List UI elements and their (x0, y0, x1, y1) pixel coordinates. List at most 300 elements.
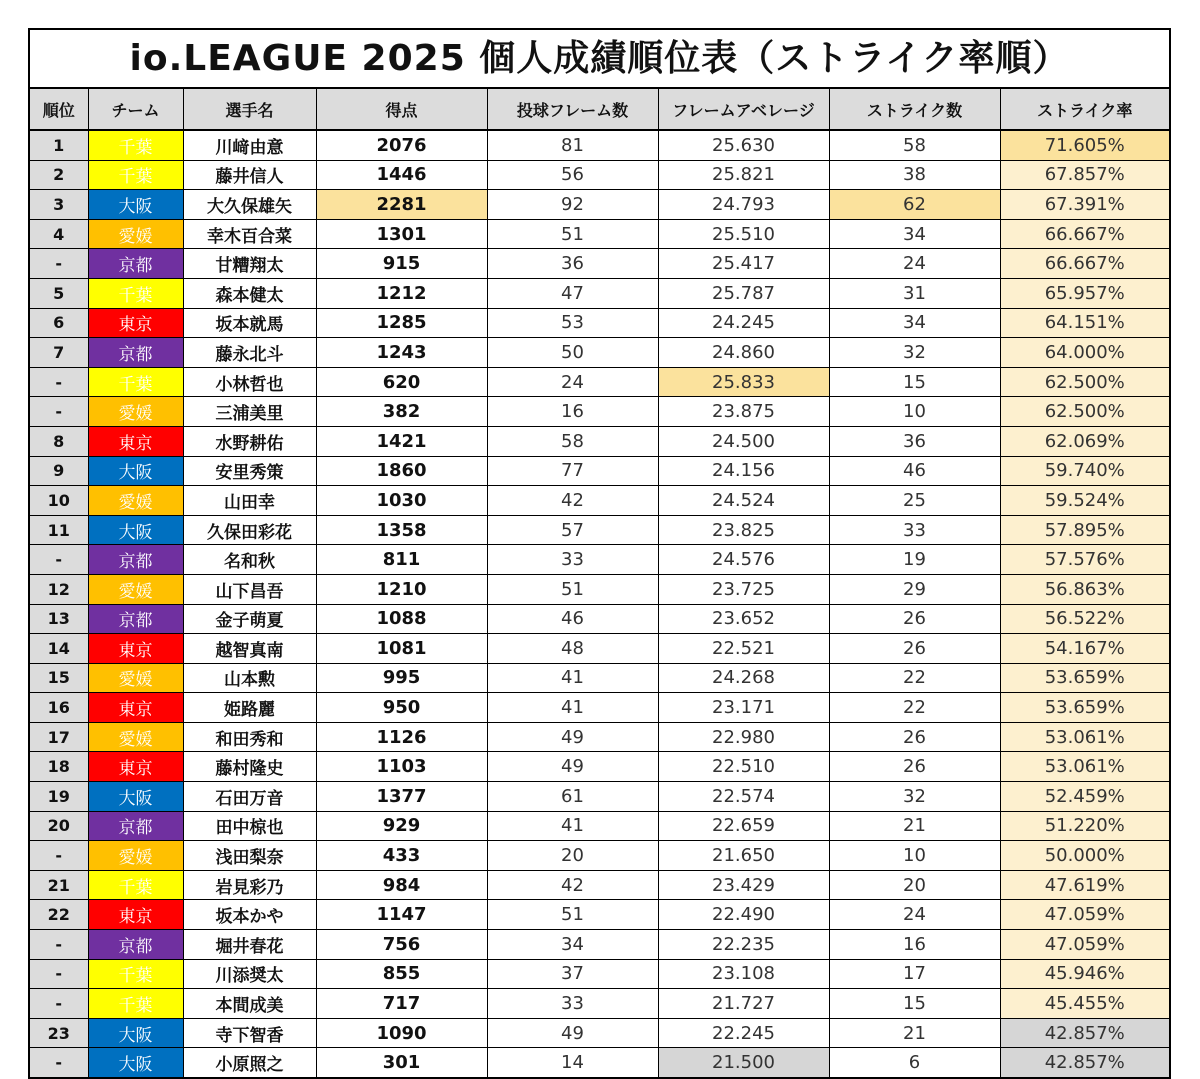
header-rank[interactable]: 順位 (30, 89, 88, 130)
table-row (30, 811, 1169, 841)
strikes-cell: 22 (829, 663, 1000, 693)
frame-average-cell: 25.510 (658, 219, 829, 249)
rank-cell: 1 (30, 130, 88, 160)
frame-average-cell: 24.156 (658, 456, 829, 486)
team-cell: 大阪 (88, 1048, 183, 1077)
table-row (30, 338, 1169, 368)
player-name-cell: 坂本かや (183, 900, 316, 930)
strike-rate-cell: 65.957% (1000, 278, 1169, 308)
score-cell: 717 (316, 989, 487, 1019)
frame-average-cell: 24.268 (658, 663, 829, 693)
player-name-cell: 小原照之 (183, 1048, 316, 1077)
rank-cell: 5 (30, 278, 88, 308)
rank-cell: - (30, 1048, 88, 1077)
strike-rate-cell: 47.619% (1000, 870, 1169, 900)
score-cell: 756 (316, 930, 487, 960)
strikes-cell: 36 (829, 426, 1000, 456)
player-name-cell: 大久保雄矢 (183, 190, 316, 220)
header-strikes[interactable]: ストライク数 (829, 89, 1000, 130)
strike-rate-cell: 62.500% (1000, 397, 1169, 427)
header-score[interactable]: 得点 (316, 89, 487, 130)
team-cell: 愛媛 (88, 722, 183, 752)
score-cell: 382 (316, 397, 487, 427)
ranking-sheet (28, 28, 1171, 1079)
score-cell: 1090 (316, 1018, 487, 1048)
strikes-cell: 62 (829, 190, 1000, 220)
frame-average-cell: 24.245 (658, 308, 829, 338)
score-cell: 984 (316, 870, 487, 900)
team-cell: 京都 (88, 604, 183, 634)
strikes-cell: 26 (829, 752, 1000, 782)
strikes-cell: 22 (829, 693, 1000, 723)
header-row (30, 89, 1169, 130)
score-cell: 1421 (316, 426, 487, 456)
table-row (30, 930, 1169, 960)
player-name-cell: 浅田梨奈 (183, 841, 316, 871)
strike-rate-cell: 52.459% (1000, 782, 1169, 812)
table-row (30, 397, 1169, 427)
strikes-cell: 29 (829, 574, 1000, 604)
rank-cell: 10 (30, 486, 88, 516)
strike-rate-cell: 56.863% (1000, 574, 1169, 604)
frames-cell: 47 (487, 278, 658, 308)
frame-average-cell: 24.576 (658, 545, 829, 575)
team-cell: 京都 (88, 811, 183, 841)
score-cell: 929 (316, 811, 487, 841)
team-cell: 愛媛 (88, 486, 183, 516)
player-name-cell: 藤永北斗 (183, 338, 316, 368)
strike-rate-cell: 53.659% (1000, 693, 1169, 723)
score-cell: 433 (316, 841, 487, 871)
rank-cell: 21 (30, 870, 88, 900)
player-name-cell: 越智真南 (183, 634, 316, 664)
table-row (30, 782, 1169, 812)
team-cell: 千葉 (88, 160, 183, 190)
frames-cell: 46 (487, 604, 658, 634)
strikes-cell: 26 (829, 722, 1000, 752)
frames-cell: 48 (487, 634, 658, 664)
player-name-cell: 山本勲 (183, 663, 316, 693)
frame-average-cell: 24.500 (658, 426, 829, 456)
strikes-cell: 10 (829, 841, 1000, 871)
rank-cell: 4 (30, 219, 88, 249)
rank-cell: 14 (30, 634, 88, 664)
strikes-cell: 25 (829, 486, 1000, 516)
team-cell: 京都 (88, 930, 183, 960)
player-name-cell: 安里秀策 (183, 456, 316, 486)
table-row (30, 900, 1169, 930)
score-cell: 811 (316, 545, 487, 575)
team-cell: 東京 (88, 426, 183, 456)
strike-rate-cell: 66.667% (1000, 249, 1169, 279)
strikes-cell: 26 (829, 604, 1000, 634)
frame-average-cell: 23.825 (658, 515, 829, 545)
rank-cell: 22 (30, 900, 88, 930)
frames-cell: 51 (487, 900, 658, 930)
header-frames[interactable]: 投球フレーム数 (487, 89, 658, 130)
team-cell: 京都 (88, 249, 183, 279)
strike-rate-cell: 54.167% (1000, 634, 1169, 664)
player-name-cell: 堀井春花 (183, 930, 316, 960)
score-cell: 1358 (316, 515, 487, 545)
frames-cell: 36 (487, 249, 658, 279)
frame-average-cell: 23.652 (658, 604, 829, 634)
table-row (30, 574, 1169, 604)
score-cell: 855 (316, 959, 487, 989)
table-row (30, 1048, 1169, 1077)
frame-average-cell: 23.108 (658, 959, 829, 989)
frames-cell: 20 (487, 841, 658, 871)
frames-cell: 50 (487, 338, 658, 368)
team-cell: 千葉 (88, 959, 183, 989)
frames-cell: 49 (487, 1018, 658, 1048)
frames-cell: 58 (487, 426, 658, 456)
strike-rate-cell: 45.946% (1000, 959, 1169, 989)
frame-average-cell: 23.875 (658, 397, 829, 427)
rank-cell: - (30, 989, 88, 1019)
table-row (30, 486, 1169, 516)
table-row (30, 426, 1169, 456)
player-name-cell: 甘糟翔太 (183, 249, 316, 279)
rank-cell: - (30, 545, 88, 575)
frames-cell: 53 (487, 308, 658, 338)
strike-rate-cell: 42.857% (1000, 1048, 1169, 1077)
score-cell: 2281 (316, 190, 487, 220)
frame-average-cell: 21.650 (658, 841, 829, 871)
frames-cell: 37 (487, 959, 658, 989)
strike-rate-cell: 47.059% (1000, 900, 1169, 930)
rank-cell: 3 (30, 190, 88, 220)
strike-rate-cell: 62.069% (1000, 426, 1169, 456)
header-strike-rate[interactable]: ストライク率 (1000, 89, 1169, 130)
frames-cell: 14 (487, 1048, 658, 1077)
team-cell: 東京 (88, 693, 183, 723)
player-name-cell: 水野耕佑 (183, 426, 316, 456)
team-cell: 東京 (88, 634, 183, 664)
header-player-name[interactable]: 選手名 (183, 89, 316, 130)
strike-rate-cell: 53.659% (1000, 663, 1169, 693)
player-name-cell: 久保田彩花 (183, 515, 316, 545)
strikes-cell: 46 (829, 456, 1000, 486)
rank-cell: 19 (30, 782, 88, 812)
table-row (30, 989, 1169, 1019)
table-row (30, 752, 1169, 782)
player-name-cell: 本間成美 (183, 989, 316, 1019)
frames-cell: 57 (487, 515, 658, 545)
frame-average-cell: 23.725 (658, 574, 829, 604)
rank-cell: 2 (30, 160, 88, 190)
score-cell: 1860 (316, 456, 487, 486)
table-row (30, 130, 1169, 160)
player-name-cell: 川添奨太 (183, 959, 316, 989)
strike-rate-cell: 64.000% (1000, 338, 1169, 368)
strikes-cell: 33 (829, 515, 1000, 545)
rank-cell: 18 (30, 752, 88, 782)
strikes-cell: 26 (829, 634, 1000, 664)
player-name-cell: 藤井信人 (183, 160, 316, 190)
team-cell: 愛媛 (88, 219, 183, 249)
strike-rate-cell: 67.391% (1000, 190, 1169, 220)
team-cell: 愛媛 (88, 663, 183, 693)
score-cell: 1147 (316, 900, 487, 930)
score-cell: 1212 (316, 278, 487, 308)
strikes-cell: 19 (829, 545, 1000, 575)
strikes-cell: 31 (829, 278, 1000, 308)
table-row (30, 278, 1169, 308)
frames-cell: 41 (487, 663, 658, 693)
strikes-cell: 21 (829, 811, 1000, 841)
table-row (30, 249, 1169, 279)
rank-cell: 13 (30, 604, 88, 634)
frame-average-cell: 25.630 (658, 130, 829, 160)
strikes-cell: 20 (829, 870, 1000, 900)
strikes-cell: 21 (829, 1018, 1000, 1048)
rank-cell: - (30, 397, 88, 427)
strike-rate-cell: 57.576% (1000, 545, 1169, 575)
team-cell: 東京 (88, 900, 183, 930)
table-row (30, 160, 1169, 190)
team-cell: 千葉 (88, 367, 183, 397)
score-cell: 950 (316, 693, 487, 723)
rank-cell: 9 (30, 456, 88, 486)
rank-cell: 6 (30, 308, 88, 338)
frame-average-cell: 24.524 (658, 486, 829, 516)
strikes-cell: 24 (829, 249, 1000, 279)
score-cell: 1126 (316, 722, 487, 752)
frame-average-cell: 22.574 (658, 782, 829, 812)
frame-average-cell: 25.833 (658, 367, 829, 397)
strike-rate-cell: 45.455% (1000, 989, 1169, 1019)
player-name-cell: 名和秋 (183, 545, 316, 575)
page-title: io.LEAGUE 2025 個人成績順位表（ストライク率順） (30, 30, 1169, 89)
strike-rate-cell: 51.220% (1000, 811, 1169, 841)
score-cell: 1081 (316, 634, 487, 664)
strike-rate-cell: 42.857% (1000, 1018, 1169, 1048)
team-cell: 京都 (88, 545, 183, 575)
rank-cell: 8 (30, 426, 88, 456)
rank-cell: 23 (30, 1018, 88, 1048)
frames-cell: 42 (487, 486, 658, 516)
frame-average-cell: 25.821 (658, 160, 829, 190)
strikes-cell: 58 (829, 130, 1000, 160)
rank-cell: - (30, 959, 88, 989)
strikes-cell: 38 (829, 160, 1000, 190)
score-cell: 1377 (316, 782, 487, 812)
table-row (30, 870, 1169, 900)
frame-average-cell: 22.521 (658, 634, 829, 664)
strike-rate-cell: 66.667% (1000, 219, 1169, 249)
team-cell: 千葉 (88, 870, 183, 900)
frames-cell: 56 (487, 160, 658, 190)
table-row (30, 219, 1169, 249)
strikes-cell: 34 (829, 219, 1000, 249)
team-cell: 大阪 (88, 1018, 183, 1048)
team-cell: 大阪 (88, 782, 183, 812)
strike-rate-cell: 59.740% (1000, 456, 1169, 486)
team-cell: 愛媛 (88, 574, 183, 604)
frame-average-cell: 23.171 (658, 693, 829, 723)
rank-cell: - (30, 249, 88, 279)
frames-cell: 33 (487, 545, 658, 575)
frames-cell: 41 (487, 811, 658, 841)
frame-average-cell: 22.235 (658, 930, 829, 960)
score-cell: 1210 (316, 574, 487, 604)
rank-cell: 16 (30, 693, 88, 723)
frame-average-cell: 24.793 (658, 190, 829, 220)
table-row (30, 308, 1169, 338)
strikes-cell: 24 (829, 900, 1000, 930)
strike-rate-cell: 56.522% (1000, 604, 1169, 634)
strikes-cell: 15 (829, 367, 1000, 397)
player-name-cell: 田中椋也 (183, 811, 316, 841)
table-row (30, 456, 1169, 486)
frame-average-cell: 25.417 (658, 249, 829, 279)
team-cell: 東京 (88, 752, 183, 782)
frames-cell: 41 (487, 693, 658, 723)
strike-rate-cell: 50.000% (1000, 841, 1169, 871)
player-name-cell: 金子萌夏 (183, 604, 316, 634)
strike-rate-cell: 64.151% (1000, 308, 1169, 338)
strike-rate-cell: 67.857% (1000, 160, 1169, 190)
player-name-cell: 川﨑由意 (183, 130, 316, 160)
header-frame-average[interactable]: フレームアベレージ (658, 89, 829, 130)
strikes-cell: 32 (829, 782, 1000, 812)
player-name-cell: 山下昌吾 (183, 574, 316, 604)
strikes-cell: 32 (829, 338, 1000, 368)
rank-cell: 7 (30, 338, 88, 368)
team-cell: 東京 (88, 308, 183, 338)
strike-rate-cell: 47.059% (1000, 930, 1169, 960)
rank-cell: 15 (30, 663, 88, 693)
score-cell: 1446 (316, 160, 487, 190)
team-cell: 千葉 (88, 989, 183, 1019)
team-cell: 千葉 (88, 130, 183, 160)
frame-average-cell: 22.659 (658, 811, 829, 841)
frame-average-cell: 22.245 (658, 1018, 829, 1048)
player-name-cell: 森本健太 (183, 278, 316, 308)
team-cell: 大阪 (88, 190, 183, 220)
team-cell: 愛媛 (88, 841, 183, 871)
strike-rate-cell: 57.895% (1000, 515, 1169, 545)
score-cell: 1088 (316, 604, 487, 634)
frame-average-cell: 22.510 (658, 752, 829, 782)
frames-cell: 49 (487, 722, 658, 752)
player-name-cell: 三浦美里 (183, 397, 316, 427)
frame-average-cell: 22.490 (658, 900, 829, 930)
team-cell: 大阪 (88, 456, 183, 486)
score-cell: 1301 (316, 219, 487, 249)
frame-average-cell: 21.727 (658, 989, 829, 1019)
score-cell: 1243 (316, 338, 487, 368)
player-name-cell: 和田秀和 (183, 722, 316, 752)
strike-rate-cell: 53.061% (1000, 722, 1169, 752)
score-cell: 915 (316, 249, 487, 279)
table-row (30, 1018, 1169, 1048)
frames-cell: 16 (487, 397, 658, 427)
frames-cell: 42 (487, 870, 658, 900)
frames-cell: 92 (487, 190, 658, 220)
rank-cell: - (30, 841, 88, 871)
frames-cell: 81 (487, 130, 658, 160)
team-cell: 大阪 (88, 515, 183, 545)
table-row (30, 841, 1169, 871)
player-name-cell: 岩見彩乃 (183, 870, 316, 900)
score-cell: 1285 (316, 308, 487, 338)
team-cell: 千葉 (88, 278, 183, 308)
strikes-cell: 15 (829, 989, 1000, 1019)
player-name-cell: 姫路麗 (183, 693, 316, 723)
player-name-cell: 藤村隆史 (183, 752, 316, 782)
rank-cell: 20 (30, 811, 88, 841)
player-name-cell: 山田幸 (183, 486, 316, 516)
table-row (30, 959, 1169, 989)
score-cell: 1030 (316, 486, 487, 516)
frame-average-cell: 25.787 (658, 278, 829, 308)
rank-cell: - (30, 930, 88, 960)
frames-cell: 61 (487, 782, 658, 812)
frames-cell: 34 (487, 930, 658, 960)
score-cell: 995 (316, 663, 487, 693)
strike-rate-cell: 71.605% (1000, 130, 1169, 160)
rank-cell: 12 (30, 574, 88, 604)
frames-cell: 24 (487, 367, 658, 397)
frames-cell: 49 (487, 752, 658, 782)
table-row (30, 634, 1169, 664)
frames-cell: 51 (487, 574, 658, 604)
player-name-cell: 寺下智香 (183, 1018, 316, 1048)
team-cell: 京都 (88, 338, 183, 368)
table-row (30, 604, 1169, 634)
score-cell: 620 (316, 367, 487, 397)
table-row (30, 722, 1169, 752)
player-name-cell: 坂本就馬 (183, 308, 316, 338)
table-row (30, 663, 1169, 693)
frame-average-cell: 21.500 (658, 1048, 829, 1077)
strikes-cell: 16 (829, 930, 1000, 960)
player-name-cell: 幸木百合菜 (183, 219, 316, 249)
score-cell: 2076 (316, 130, 487, 160)
table-row (30, 545, 1169, 575)
rank-cell: 17 (30, 722, 88, 752)
score-cell: 301 (316, 1048, 487, 1077)
table-row (30, 515, 1169, 545)
frames-cell: 77 (487, 456, 658, 486)
table-row (30, 367, 1169, 397)
table-row (30, 693, 1169, 723)
frame-average-cell: 23.429 (658, 870, 829, 900)
frames-cell: 51 (487, 219, 658, 249)
table-row (30, 190, 1169, 220)
strike-rate-cell: 53.061% (1000, 752, 1169, 782)
frame-average-cell: 22.980 (658, 722, 829, 752)
strike-rate-cell: 62.500% (1000, 367, 1169, 397)
frames-cell: 33 (487, 989, 658, 1019)
ranking-table (30, 89, 1169, 1077)
player-name-cell: 石田万音 (183, 782, 316, 812)
strikes-cell: 6 (829, 1048, 1000, 1077)
strikes-cell: 17 (829, 959, 1000, 989)
player-name-cell: 小林哲也 (183, 367, 316, 397)
strike-rate-cell: 59.524% (1000, 486, 1169, 516)
score-cell: 1103 (316, 752, 487, 782)
rank-cell: 11 (30, 515, 88, 545)
rank-cell: - (30, 367, 88, 397)
header-team[interactable]: チーム (88, 89, 183, 130)
frame-average-cell: 24.860 (658, 338, 829, 368)
team-cell: 愛媛 (88, 397, 183, 427)
strikes-cell: 10 (829, 397, 1000, 427)
strikes-cell: 34 (829, 308, 1000, 338)
